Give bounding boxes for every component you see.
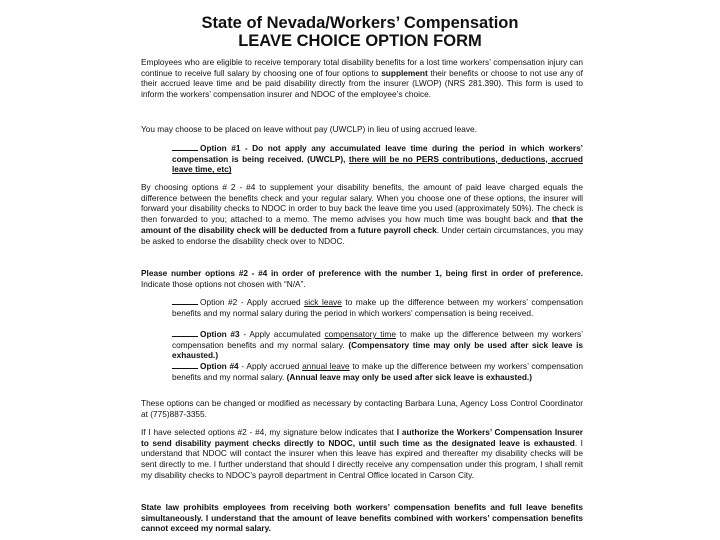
intro-supplement: supplement (381, 67, 428, 78)
option3-text-b: to make up the difference between my workers’ compensation benefits and my normal salary. (172, 329, 583, 350)
option1-paragraph (172, 142, 583, 175)
option2-paragraph (172, 296, 583, 318)
signature-paragraph (141, 427, 583, 481)
please-number-rest: Indicate those options not chosen with “N/A”. (141, 278, 306, 289)
option2-sick-leave: sick leave (304, 297, 342, 307)
form-title: State of Nevada/Workers’ Compensation (201, 14, 519, 32)
choosing-paragraph (141, 182, 583, 246)
state-law-paragraph: State law prohibits employees from receiving both workers’ compensation benefits and full leave benefits simultaneously. I understand that the amount of leave benefits combined with workers’ compensation benefits cannot exceed my normal salary. (141, 502, 583, 534)
intro-text-b: their benefits or choose to not use any of their accrued leave time and be paid disability directly from the insurer (LWOP) (NRS 281.390). This form is used to inform the workers’ compensation insurer and NDOC of the employee’s choice. (141, 67, 583, 100)
choosing-deduction: that the amount of the disability check will be deducted from a future payroll check (141, 214, 583, 235)
intro-paragraph (141, 57, 583, 100)
option3-blank[interactable] (172, 328, 198, 337)
option4-annual-leave: annual leave (302, 361, 350, 371)
option4-blank[interactable] (172, 360, 198, 369)
option3-note: (Compensatory time may only be used after sick leave is exhausted.) (172, 339, 583, 361)
option4-label: Option #4 (200, 361, 239, 371)
option2-text-a: - Apply accrued (237, 297, 305, 307)
signature-text-a: If I have selected options #2 - #4, my signature below indicates that (141, 427, 397, 437)
intro-text-a: Employees who are eligible to receive temporary total disability benefits for a lost time workers’ compensation injury can continue to receive full salary by choosing one of four options to (141, 57, 583, 78)
option1-note: there will be no PERS contributions, deductions, accrued leave time, etc) (172, 153, 583, 175)
option3-comp-time: compensatory time (324, 329, 396, 339)
please-number-paragraph (141, 268, 583, 289)
option3-label: Option #3 (200, 329, 240, 339)
please-number-bold: Please number options #2 - #4 in order of preference with the number 1, being first in order of preference. (141, 268, 583, 278)
choosing-text-a: By choosing options # 2 - #4 to supplement your disability benefits, the amount of paid leave charged equals the difference between the benefits check and your regular salary. When you choose one of these options, the insurer will forward your disability checks to NDOC in order to buy back the leave time you used (approximately 50%). The check is then forwarded to you; attached to a memo. The memo advises you how much time was bought back and (141, 182, 583, 225)
option4-note: (Annual leave may only be used after sick leave is exhausted.) (286, 371, 532, 382)
option2-text-b: to make up the difference between my workers’ compensation benefits and my normal salary during the period in which workers’ compensation is being received. (172, 297, 583, 318)
option4-text-b: to make up the difference between my workers’ compensation benefits and my normal salary. (172, 361, 583, 382)
option1-blank[interactable] (172, 142, 198, 151)
option2-blank[interactable] (172, 296, 198, 305)
option3-text-a: - Apply accumulated (239, 329, 325, 339)
option4-paragraph (172, 360, 583, 382)
option1-text: - Do not apply any accumulated leave time during the period in which workers’ compensation is being received. (UWCLP), (172, 143, 583, 164)
option3-paragraph (172, 328, 583, 361)
choosing-text-c: . Under certain circumstances, you may be asked to endorse the disability check over to NDOC. (141, 224, 583, 246)
option2-label: Option #2 (200, 297, 238, 307)
changeable-paragraph: These options can be changed or modified as necessary by contacting Barbara Luna, Agency Loss Control Coordinator at (775)887-3355. (141, 398, 583, 419)
option1-label: Option #1 (200, 143, 241, 153)
option4-text-a: - Apply accrued (238, 361, 303, 371)
uwclp-note: You may choose to be placed on leave without pay (UWCLP) in lieu of using accrued leave. (141, 124, 477, 134)
form-subtitle: LEAVE CHOICE OPTION FORM (238, 32, 482, 50)
signature-authorization: I authorize the Workers’ Compensation Insurer to send disability payment checks directly to NDOC, until such time as the designated leave is exhausted (141, 427, 583, 448)
signature-text-c: . I understand that NDOC will contact the insurer when this leave has expired and thereafter my disability checks will be sent directly to me. I further understand that should I directly receive any compensation under this program, I shall remit my disability checks to NDOC’s payroll department in Central Office located in Carson City. (141, 437, 583, 480)
